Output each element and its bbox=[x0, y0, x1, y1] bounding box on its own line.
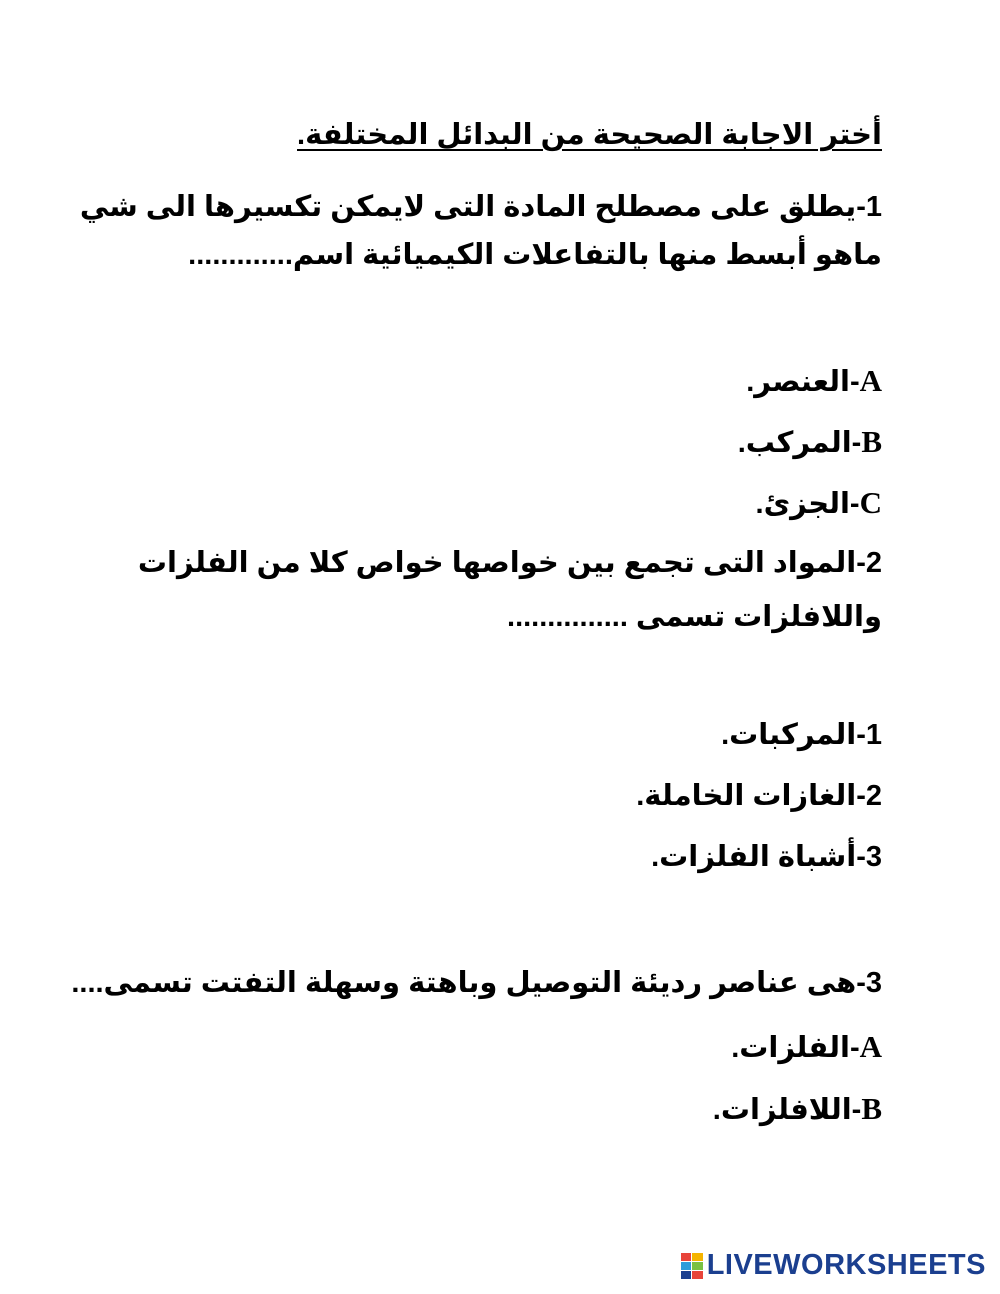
liveworksheets-logo-icon bbox=[681, 1253, 703, 1279]
question-2-option-1: 1-المركبات. bbox=[721, 719, 882, 751]
option-text: -الفلزات. bbox=[731, 1032, 860, 1064]
question-1-option-a bbox=[746, 362, 882, 400]
question-1-line-1: 1-يطلق على مصطلح المادة التى لايمكن تكسيرها الى شي bbox=[79, 191, 882, 223]
page-title: أختر الاجابة الصحيحة من البدائل المختلفة. bbox=[297, 119, 882, 151]
question-2-line-2: واللافلزات تسمى ............... bbox=[507, 601, 882, 633]
question-1-option-b bbox=[738, 423, 882, 461]
question-1-line-2: ماهو أبسط منها بالتفاعلات الكيميائية اسم............. bbox=[188, 239, 882, 271]
option-text: -اللافلزات. bbox=[712, 1094, 862, 1126]
question-2-line-1: 2-المواد التى تجمع بين خواصها خواص كلا من الفلزات bbox=[137, 547, 882, 579]
option-letter: C bbox=[859, 485, 882, 520]
option-letter: B bbox=[861, 424, 882, 459]
option-letter: A bbox=[859, 363, 882, 398]
question-2-option-2: 2-الغازات الخاملة. bbox=[636, 780, 882, 812]
option-text: -المركب. bbox=[737, 427, 862, 459]
question-3-option-b bbox=[713, 1090, 882, 1128]
question-2-option-3: 3-أشباة الفلزات. bbox=[651, 841, 882, 873]
brand-name: LIVEWORKSHEETS bbox=[706, 1249, 986, 1281]
option-text: -العنصر. bbox=[746, 366, 860, 398]
question-3-option-a bbox=[731, 1028, 882, 1066]
option-text: -الجزئ. bbox=[755, 488, 860, 520]
question-3-line-1: 3-هى عناصر رديئة التوصيل وباهتة وسهلة التفتت تسمى.... bbox=[71, 967, 882, 999]
liveworksheets-brand bbox=[681, 1249, 986, 1282]
option-letter: B bbox=[861, 1091, 882, 1126]
question-1-option-c bbox=[756, 484, 882, 522]
option-letter: A bbox=[859, 1029, 882, 1064]
